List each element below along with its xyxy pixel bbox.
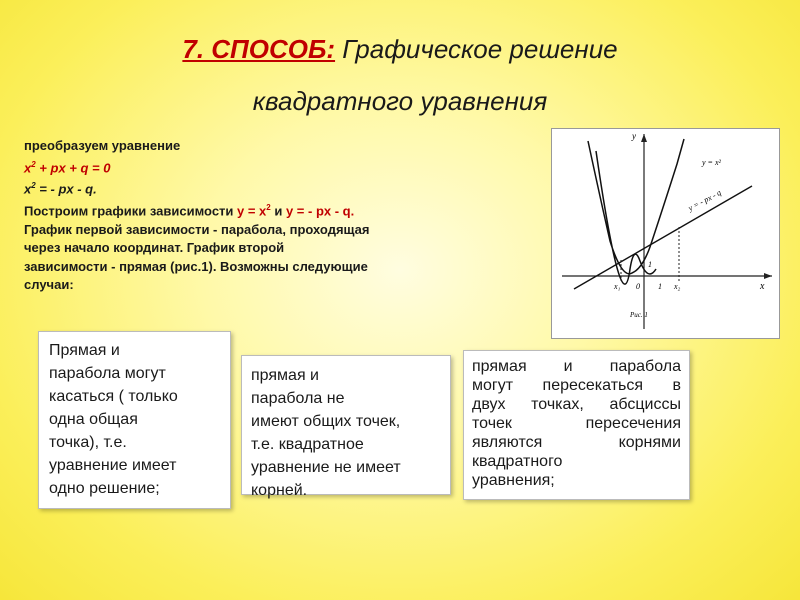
- tick-one: 1: [658, 282, 662, 291]
- graph-svg: [552, 129, 779, 338]
- slide-title: [0, 34, 800, 65]
- y-axis-label: y: [632, 131, 636, 141]
- tick-x2: x₂: [674, 282, 681, 291]
- case3-line: квадратного: [472, 453, 563, 470]
- case2-line: имеют общих точек,: [251, 413, 401, 430]
- tick-x1: x₁: [614, 282, 621, 291]
- case-box-tangent: [38, 331, 231, 509]
- case3-line: точек пересечения: [472, 415, 681, 432]
- parabola: [588, 139, 684, 284]
- case1-line: касаться ( только: [49, 388, 178, 405]
- case2-line: уравнение не имеет: [251, 459, 401, 476]
- title-rest: Графическое решение: [335, 34, 618, 64]
- case3-line: двух точках, абсциссы: [472, 396, 681, 413]
- intro-line-8: случаи:: [24, 277, 74, 293]
- intro-line-6: через начало координат. График второй: [24, 240, 285, 256]
- case1-line: точка), т.е.: [49, 434, 127, 451]
- intro-line-5: График первой зависимости - парабола, проходящая: [24, 221, 370, 237]
- intro-line-7: зависимости - прямая (рис.1). Возможны следующие: [24, 258, 368, 274]
- intro-line-1: преобразуем уравнение: [24, 138, 181, 153]
- tick-y-one: 1: [648, 260, 652, 269]
- case2-line: корней.: [251, 482, 308, 499]
- case-box-no-roots: [241, 355, 451, 499]
- parabola-label: y = x²: [702, 158, 721, 167]
- case1-line: одно решение;: [49, 480, 160, 497]
- case3-line: прямая и парабола: [472, 358, 681, 375]
- case2-line: парабола не: [251, 390, 345, 407]
- case3-line: уравнения;: [472, 472, 555, 489]
- case1-line: одна общая: [49, 411, 138, 428]
- tick-zero: 0: [636, 282, 640, 291]
- case1-line: Прямая и: [49, 342, 120, 359]
- x-axis-label: x: [760, 281, 765, 292]
- slide-subtitle: квадратного уравнения: [252, 86, 548, 116]
- case2-line: т.е. квадратное: [251, 436, 364, 453]
- figure-caption: Рис. 1: [630, 311, 648, 319]
- case3-line: являются корнями: [472, 434, 681, 451]
- method-label: 7. СПОСОБ:: [182, 34, 336, 64]
- case1-line: парабола могут: [49, 365, 166, 382]
- case1-line: уравнение имеет: [49, 457, 177, 474]
- case3-line: могут пересекаться в: [472, 377, 681, 394]
- case-box-two-roots: [463, 350, 690, 500]
- equation-2: $x^2$ = - px - q.: [24, 181, 97, 197]
- x-axis-arrow: [764, 273, 772, 279]
- case2-line: прямая и: [251, 367, 319, 384]
- equation-1: $x^2$ + px + q = 0: [24, 159, 111, 175]
- line-label: y = - px - q: [686, 187, 723, 213]
- figure-graph: [551, 128, 780, 339]
- intro-line-4: Построим графики зависимости $y = x^2$ и y = - px - q.: [24, 203, 355, 219]
- y-axis-arrow: [641, 134, 647, 142]
- intro-text: [24, 137, 484, 295]
